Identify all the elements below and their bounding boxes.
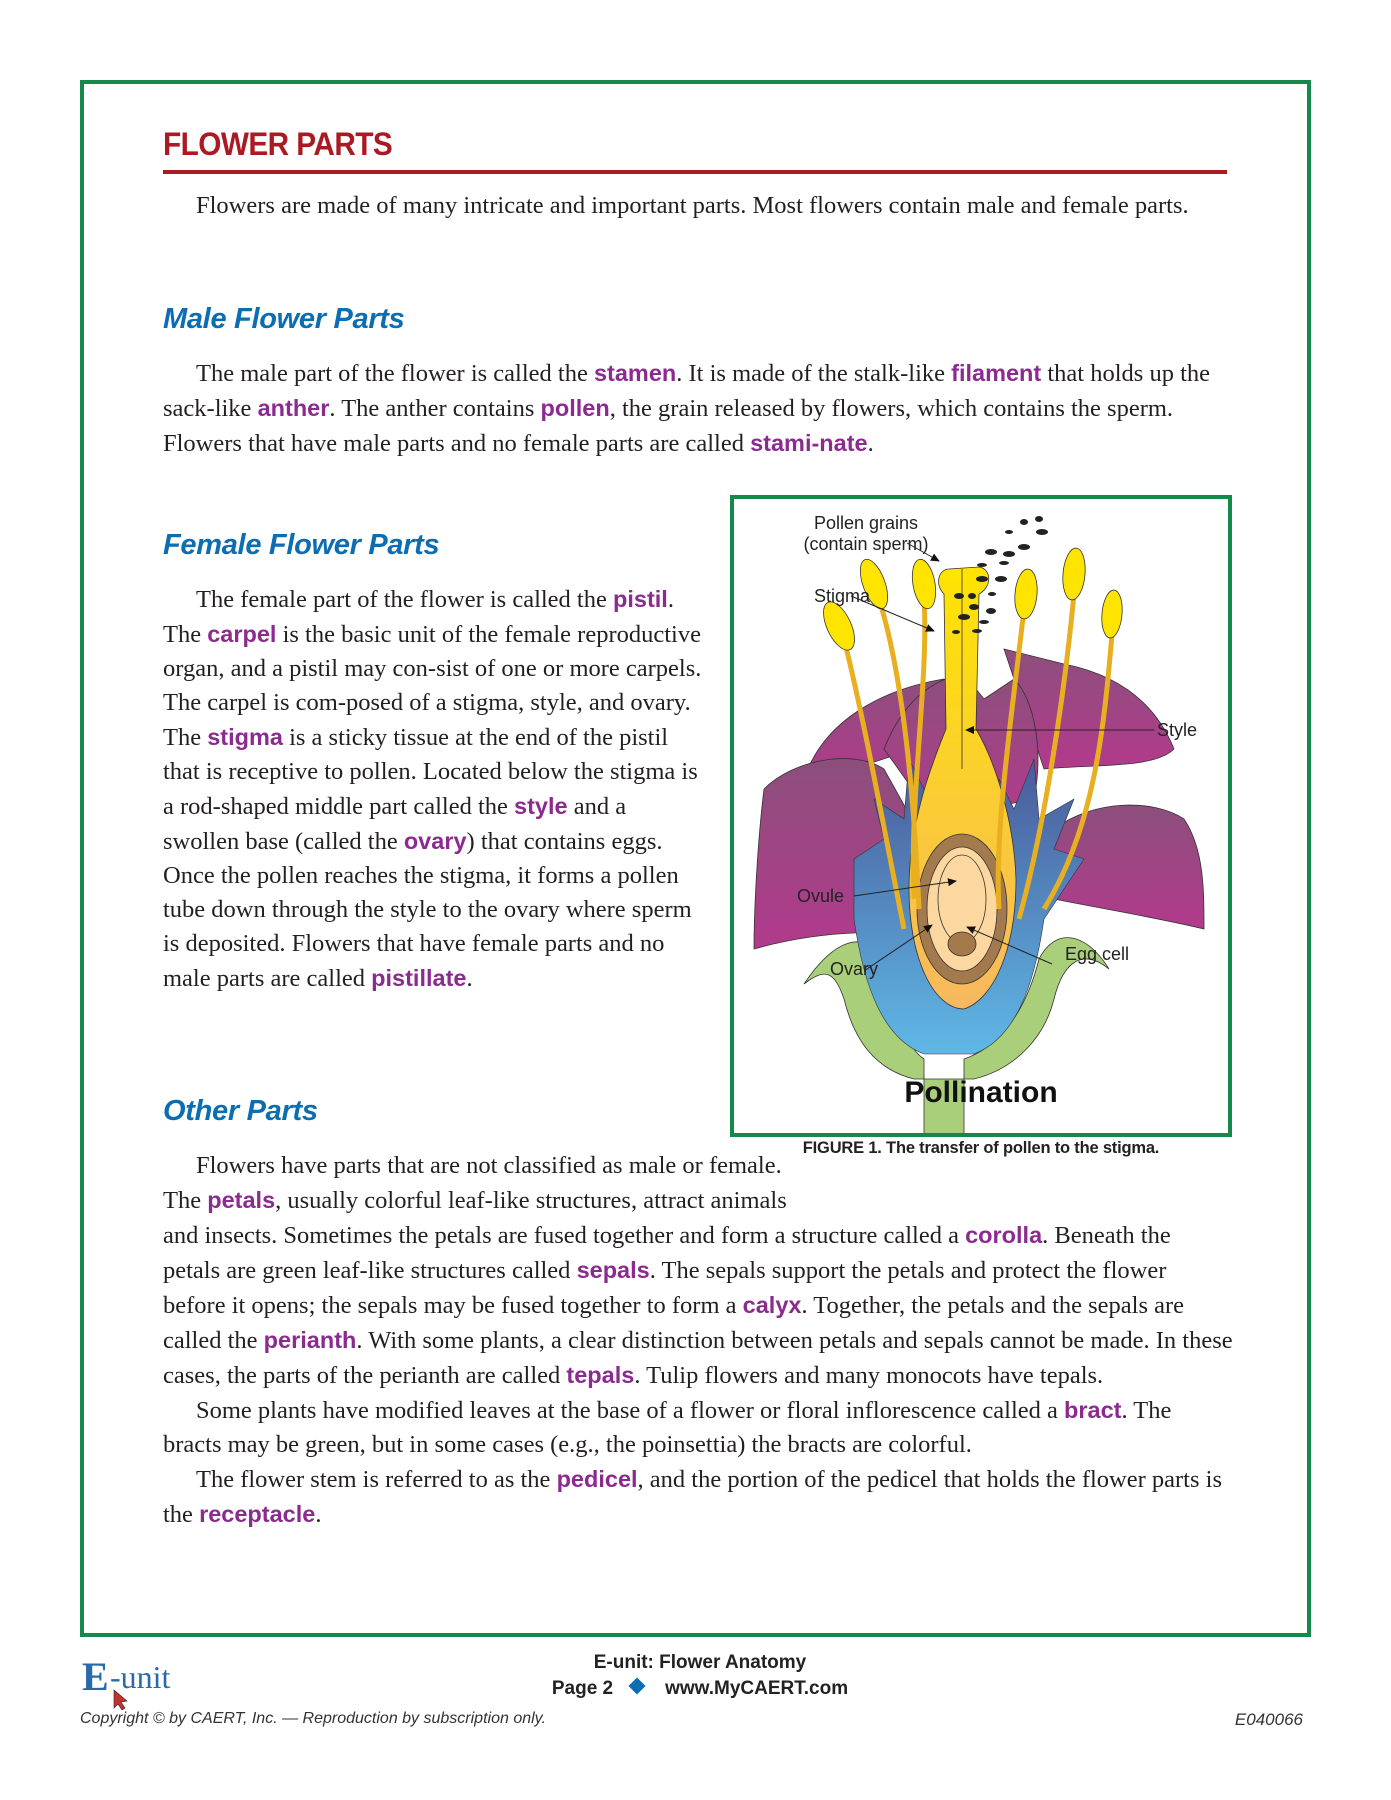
text: and a swollen base (called the — [163, 793, 627, 855]
text: . It is made of the stalk-like — [676, 360, 952, 387]
text: . Beneath the petals are green leaf-like structures called — [163, 1222, 1171, 1284]
figure-caption: FIGURE 1. The transfer of pollen to the stigma. — [802, 1139, 1160, 1157]
text: is the basic unit of the female reproductive organ, and a pistil may con-sist of one or more carpels. The carpel is com-posed of a stigma, style, and ovary. The — [163, 621, 702, 751]
other-heading: Other Parts — [163, 1095, 318, 1127]
footer-center — [470, 1650, 930, 1702]
footer-unit-title: E-unit: Flower Anatomy — [593, 1652, 807, 1673]
male-paragraph — [163, 356, 1233, 461]
title-rule — [163, 170, 1227, 174]
text: is a sticky tissue at the end of the pistil that is receptive to pollen. Located below the stigma is a rod-shaped middle part called the — [163, 724, 698, 820]
text: The flower stem is referred to as the — [196, 1466, 557, 1493]
text: . — [867, 430, 874, 457]
text: . Together, the petals and the sepals are called the — [163, 1292, 1185, 1354]
term-stamen: stamen — [593, 360, 677, 386]
label-pollen-note: (contain sperm) — [803, 534, 929, 554]
term-petals: petals — [207, 1187, 276, 1213]
term-pistil: pistil — [613, 586, 668, 612]
text: ) that contains eggs. Once the pollen reaches the stigma, it forms a pollen tube down through the style to the ovary where sperm is deposited. Flowers that have female parts and no male parts are called — [163, 828, 692, 992]
term-stigma: stigma — [207, 724, 283, 750]
label-stigma: Stigma — [814, 586, 871, 606]
footer-url[interactable]: www.MyCAERT.com — [665, 1678, 849, 1699]
diamond-icon — [629, 1678, 646, 1695]
text: . — [466, 965, 473, 992]
intro-text: Flowers are made of many intricate and important parts. Most flowers contain male and female parts. — [196, 192, 1189, 219]
label-ovule: Ovule — [797, 886, 845, 906]
term-calyx: calyx — [742, 1292, 802, 1318]
term-style: style — [514, 793, 568, 819]
term-bract: bract — [1064, 1397, 1122, 1423]
text: . The — [163, 586, 674, 648]
figure-wrap-spacer — [808, 1149, 1233, 1217]
text: , and the portion of the pedicel that holds the flower parts is the — [163, 1466, 1222, 1528]
term-ovary: ovary — [403, 828, 467, 854]
term-receptacle: receptacle — [199, 1501, 316, 1527]
term-filament: filament — [951, 360, 1042, 386]
other-paragraphs — [163, 1149, 1233, 1532]
text: . The sepals support the petals and protect the flower before it opens; the sepals may be fused together to form a — [163, 1257, 1167, 1319]
other-paragraph-3 — [163, 1462, 1233, 1532]
text: . Tulip flowers and many monocots have tepals. — [634, 1362, 1104, 1389]
female-paragraph — [163, 582, 703, 996]
male-heading: Male Flower Parts — [163, 303, 405, 335]
text: Some plants have modified leaves at the base of a flower or floral inflorescence called a — [196, 1397, 1065, 1424]
egg-cell — [948, 932, 976, 956]
label-ovary: Ovary — [830, 959, 879, 979]
text: , the grain released by flowers, which contains the sperm. Flowers that have male parts and no female parts are called — [163, 395, 1174, 457]
term-perianth: perianth — [263, 1327, 357, 1353]
term-carpel: carpel — [207, 621, 277, 647]
logo-text: -unit — [110, 1659, 171, 1695]
page-number: Page 2 — [551, 1678, 614, 1699]
text: The male part of the flower is called the — [196, 360, 594, 387]
term-pedicel: pedicel — [556, 1466, 638, 1492]
logo-e: E — [82, 1654, 109, 1699]
term-sepals: sepals — [576, 1257, 650, 1283]
page-title: FLOWER PARTS — [163, 126, 393, 162]
text: The female part of the flower is called the — [196, 586, 613, 613]
female-heading: Female Flower Parts — [163, 529, 440, 561]
text: . — [315, 1501, 322, 1528]
label-pollen-grains: Pollen grains — [813, 513, 919, 533]
text: , usually colorful leaf-like structures, attract animals and insects. Sometimes the petals are fused together and form a structure called a — [163, 1187, 966, 1249]
figure-title: Pollination — [904, 1076, 1058, 1109]
pollination-diagram — [734, 499, 1228, 1133]
text: . The bracts may be green, but in some cases (e.g., the poinsettia) the bracts are colorful. — [163, 1397, 1172, 1458]
copyright: Copyright © by CAERT, Inc. — Reproduction by subscription only. — [80, 1710, 546, 1727]
figure-box — [730, 495, 1232, 1137]
label-style: Style — [1157, 720, 1198, 740]
term-pollen: pollen — [540, 395, 610, 421]
eunit-logo — [80, 1650, 220, 1710]
text: that holds up the sack-like — [163, 360, 1211, 422]
label-egg-cell: Egg cell — [1065, 944, 1130, 964]
term-staminate: stami-nate — [750, 430, 868, 456]
term-corolla: corolla — [965, 1222, 1043, 1248]
other-paragraph-2 — [163, 1393, 1233, 1462]
document-code: E040066 — [1234, 1710, 1303, 1729]
intro-paragraph — [163, 189, 1227, 223]
term-anther: anther — [257, 395, 330, 421]
term-tepals: tepals — [566, 1362, 635, 1388]
footer-page-line — [470, 1676, 930, 1702]
text: . With some plants, a clear distinction between petals and sepals cannot be made. In these cases, the parts of the perianth are called — [163, 1327, 1233, 1389]
text: Flowers have parts that are not classified as male or female. The — [163, 1152, 782, 1214]
term-pistillate: pistillate — [371, 965, 467, 991]
text: . The anther contains — [329, 395, 541, 422]
